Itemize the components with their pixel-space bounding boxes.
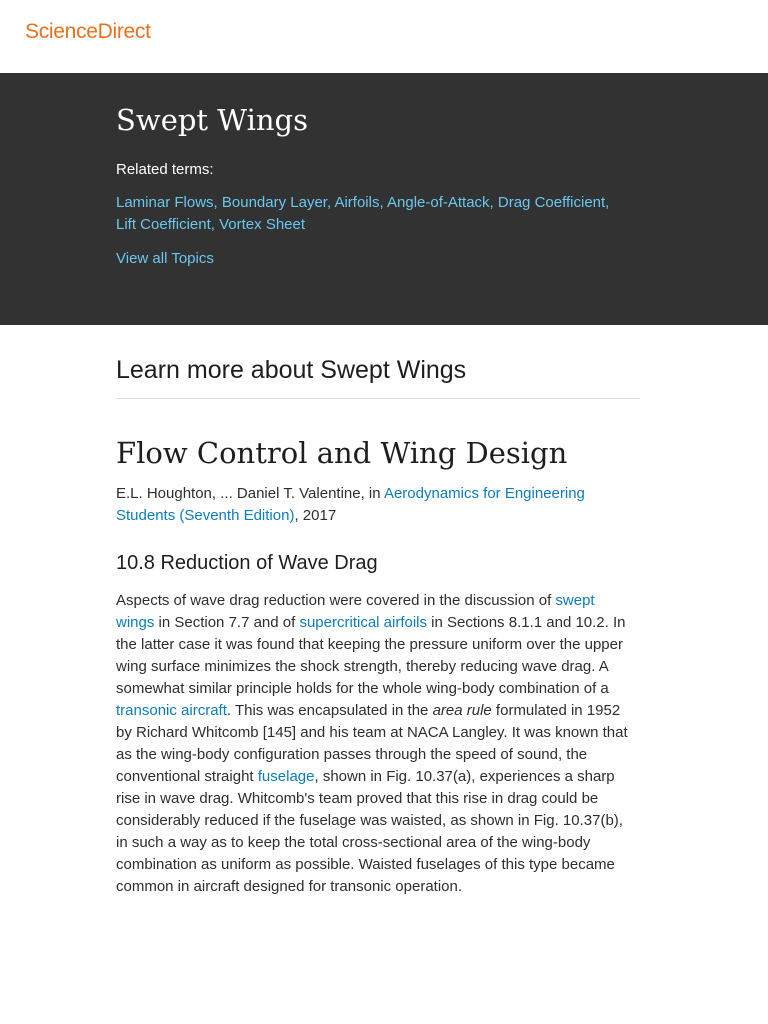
sciencedirect-logo[interactable]: ScienceDirect	[25, 20, 151, 43]
body-text: Aspects of wave drag reduction were covered in the discussion of	[116, 592, 556, 609]
related-term-link[interactable]: Vortex Sheet	[219, 216, 306, 233]
related-term-link[interactable]: Boundary Layer	[221, 194, 327, 211]
related-term-link[interactable]: Angle-of-Attack	[387, 194, 490, 211]
term-separator: ,	[489, 194, 498, 211]
book-link[interactable]: Aerodynamics for Engineering Students (Seventh Edition)	[116, 485, 585, 524]
fuselage-link[interactable]: fuselage	[257, 768, 315, 785]
view-all-topics-link[interactable]: View all Topics	[116, 250, 214, 267]
related-term-link[interactable]: Lift Coefficient	[116, 216, 211, 233]
transonic-aircraft-link[interactable]: transonic aircraft	[116, 702, 227, 719]
authors: E.L. Houghton, ... Daniel T. Valentine, in	[116, 485, 384, 502]
top-bar	[0, 0, 768, 73]
related-term-link[interactable]: Drag Coefficient	[497, 194, 606, 211]
article-byline	[116, 483, 641, 527]
related-term-link[interactable]: Airfoils	[334, 194, 380, 211]
body-text: in Section 7.7 and of	[154, 614, 300, 631]
publication-year: , 2017	[294, 507, 337, 524]
body-text: formulated in 1952 by Richard Whitcomb [145] and his team at NACA Langley. It was known that as the wing-body configuration passes through the speed of sound, the conventional straight	[116, 702, 628, 785]
topic-hero	[0, 73, 768, 325]
body-text: , shown in Fig. 10.37(a), experiences a sharp rise in wave drag. Whitcomb's team proved that this rise in drag could be considerably reduced if the fuselage was waisted, as shown in Fig. 10.37(b), in such a way as to keep the total cross-sectional area of the wing-body combination as uniform as possible. Waisted fuselages of this type became common in aircraft designed for transonic operation.	[116, 768, 623, 895]
topic-title: Swept Wings	[116, 103, 308, 137]
body-text: . This was encapsulated in the	[226, 702, 433, 719]
learn-more-heading: Learn more about Swept Wings	[116, 356, 467, 384]
supercritical-airfoils-link[interactable]: supercritical airfoils	[299, 614, 428, 631]
related-term-link[interactable]: Laminar Flows	[116, 194, 214, 211]
section-divider	[116, 398, 640, 399]
article-excerpt	[116, 590, 636, 898]
term-separator: ,	[213, 194, 222, 211]
related-terms-label: Related terms:	[116, 161, 214, 178]
section-heading: 10.8 Reduction of Wave Drag	[116, 552, 378, 574]
area-rule-term: area rule	[432, 702, 492, 719]
article-title[interactable]: Flow Control and Wing Design	[116, 436, 568, 470]
related-terms-list	[116, 192, 626, 236]
term-separator: ,	[210, 216, 220, 233]
swept-wings-link[interactable]: swept wings	[116, 592, 595, 631]
term-separator: ,	[605, 194, 610, 211]
body-text: in Sections 8.1.1 and 10.2. In the latter case it was found that keeping the pressure uniform over the upper wing surface minimizes the shock strength, thereby reducing wave drag. A somewhat similar principle holds for the whole wing-body combination of a	[116, 614, 626, 697]
term-separator: ,	[326, 194, 335, 211]
term-separator: ,	[379, 194, 387, 211]
